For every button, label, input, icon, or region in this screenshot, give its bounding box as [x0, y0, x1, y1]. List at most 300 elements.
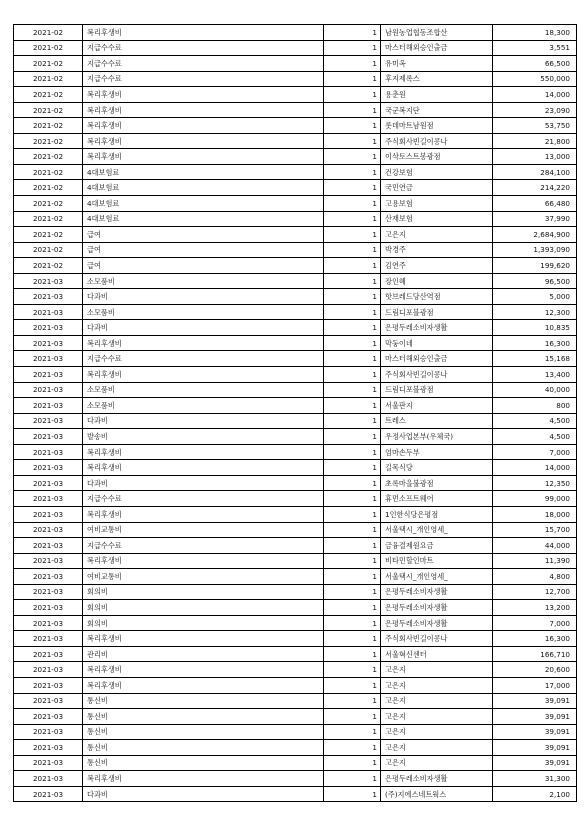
category-cell: 지급수수료 [83, 56, 324, 72]
category-cell: 복리후생비 [83, 771, 324, 787]
amount-cell: 13,400 [493, 367, 577, 383]
vendor-cell: 서울혁신센터 [381, 646, 493, 662]
quantity-cell: 1 [324, 631, 381, 647]
table-row [14, 600, 577, 616]
table-row [14, 25, 577, 41]
category-cell: 발송비 [83, 429, 324, 445]
quantity-cell: 1 [324, 335, 381, 351]
quantity-cell: 1 [324, 740, 381, 756]
amount-cell: 39,091 [493, 693, 577, 709]
category-cell: 복리후생비 [83, 631, 324, 647]
vendor-cell: 고은지 [381, 677, 493, 693]
amount-cell: 44,000 [493, 538, 577, 554]
quantity-cell: 1 [324, 40, 381, 56]
quantity-cell: 1 [324, 242, 381, 258]
category-cell: 복리후생비 [83, 335, 324, 351]
table-row [14, 335, 577, 351]
amount-cell: 13,000 [493, 149, 577, 165]
amount-cell: 166,710 [493, 646, 577, 662]
quantity-cell: 1 [324, 553, 381, 569]
quantity-cell: 1 [324, 258, 381, 274]
amount-cell: 12,350 [493, 475, 577, 491]
vendor-cell: 산재보험 [381, 211, 493, 227]
vendor-cell: 서울택시_개인영세_ [381, 522, 493, 538]
quantity-cell: 1 [324, 444, 381, 460]
date-cell: 2021-03 [14, 538, 83, 554]
amount-cell: 53,750 [493, 118, 577, 134]
table-row [14, 755, 577, 771]
quantity-cell: 1 [324, 460, 381, 476]
date-cell: 2021-02 [14, 71, 83, 87]
table-row [14, 475, 577, 491]
category-cell: 회의비 [83, 615, 324, 631]
date-cell: 2021-03 [14, 724, 83, 740]
table-row [14, 367, 577, 383]
quantity-cell: 1 [324, 196, 381, 212]
table-row [14, 258, 577, 274]
date-cell: 2021-02 [14, 102, 83, 118]
amount-cell: 14,000 [493, 87, 577, 103]
category-cell: 통신비 [83, 693, 324, 709]
date-cell: 2021-02 [14, 211, 83, 227]
vendor-cell: 엄마손두부 [381, 444, 493, 460]
table-row [14, 584, 577, 600]
quantity-cell: 1 [324, 709, 381, 725]
date-cell: 2021-02 [14, 118, 83, 134]
table-row [14, 615, 577, 631]
amount-cell: 40,000 [493, 382, 577, 398]
vendor-cell: 핫브레드당산역점 [381, 289, 493, 305]
table-row [14, 786, 577, 802]
category-cell: 관리비 [83, 646, 324, 662]
table-row [14, 553, 577, 569]
amount-cell: 16,300 [493, 631, 577, 647]
category-cell: 복리후생비 [83, 662, 324, 678]
quantity-cell: 1 [324, 273, 381, 289]
category-cell: 복리후생비 [83, 460, 324, 476]
category-cell: 회의비 [83, 600, 324, 616]
category-cell: 통신비 [83, 709, 324, 725]
amount-cell: 21,800 [493, 133, 577, 149]
category-cell: 여비교통비 [83, 522, 324, 538]
quantity-cell: 1 [324, 382, 381, 398]
vendor-cell: 서울판지 [381, 398, 493, 414]
category-cell: 급여 [83, 227, 324, 243]
date-cell: 2021-03 [14, 755, 83, 771]
vendor-cell: 트레스 [381, 413, 493, 429]
date-cell: 2021-03 [14, 491, 83, 507]
table-row [14, 180, 577, 196]
quantity-cell: 1 [324, 538, 381, 554]
vendor-cell: 길목식당 [381, 460, 493, 476]
quantity-cell: 1 [324, 71, 381, 87]
vendor-cell: 휴먼소프트웨어 [381, 491, 493, 507]
vendor-cell: 드림디포블광점 [381, 382, 493, 398]
vendor-cell: 건강보험 [381, 164, 493, 180]
quantity-cell: 1 [324, 133, 381, 149]
quantity-cell: 1 [324, 413, 381, 429]
amount-cell: 5,000 [493, 289, 577, 305]
date-cell: 2021-03 [14, 786, 83, 802]
quantity-cell: 1 [324, 211, 381, 227]
table-row [14, 102, 577, 118]
date-cell: 2021-02 [14, 258, 83, 274]
category-cell: 다과비 [83, 475, 324, 491]
vendor-cell: 남원농업협동조합산 [381, 25, 493, 41]
table-row [14, 382, 577, 398]
amount-cell: 550,000 [493, 71, 577, 87]
category-cell: 복리후생비 [83, 118, 324, 134]
category-cell: 복리후생비 [83, 444, 324, 460]
category-cell: 소모품비 [83, 382, 324, 398]
quantity-cell: 1 [324, 56, 381, 72]
table-row [14, 693, 577, 709]
category-cell: 복리후생비 [83, 25, 324, 41]
table-row [14, 662, 577, 678]
quantity-cell: 1 [324, 786, 381, 802]
table-row [14, 429, 577, 445]
category-cell: 다과비 [83, 289, 324, 305]
amount-cell: 4,500 [493, 429, 577, 445]
vendor-cell: 고은지 [381, 227, 493, 243]
category-cell: 급여 [83, 258, 324, 274]
vendor-cell: 박경주 [381, 242, 493, 258]
date-cell: 2021-02 [14, 196, 83, 212]
quantity-cell: 1 [324, 180, 381, 196]
table-row [14, 227, 577, 243]
amount-cell: 20,600 [493, 662, 577, 678]
table-row [14, 569, 577, 585]
date-cell: 2021-02 [14, 40, 83, 56]
expense-ledger-sheet [13, 24, 576, 802]
quantity-cell: 1 [324, 646, 381, 662]
quantity-cell: 1 [324, 724, 381, 740]
vendor-cell: 국민연금 [381, 180, 493, 196]
category-cell: 4대보험료 [83, 196, 324, 212]
vendor-cell: 고은지 [381, 755, 493, 771]
category-cell: 복리후생비 [83, 133, 324, 149]
amount-cell: 18,300 [493, 25, 577, 41]
date-cell: 2021-03 [14, 460, 83, 476]
quantity-cell: 1 [324, 615, 381, 631]
date-cell: 2021-03 [14, 584, 83, 600]
date-cell: 2021-03 [14, 382, 83, 398]
table-row [14, 491, 577, 507]
quantity-cell: 1 [324, 771, 381, 787]
table-row [14, 133, 577, 149]
quantity-cell: 1 [324, 367, 381, 383]
quantity-cell: 1 [324, 584, 381, 600]
amount-cell: 2,684,900 [493, 227, 577, 243]
amount-cell: 284,100 [493, 164, 577, 180]
amount-cell: 10,835 [493, 320, 577, 336]
vendor-cell: 비타민할인마트 [381, 553, 493, 569]
category-cell: 여비교통비 [83, 569, 324, 585]
table-row [14, 196, 577, 212]
date-cell: 2021-02 [14, 25, 83, 41]
table-row [14, 771, 577, 787]
table-row [14, 149, 577, 165]
expense-table [13, 24, 577, 802]
date-cell: 2021-03 [14, 335, 83, 351]
quantity-cell: 1 [324, 25, 381, 41]
category-cell: 통신비 [83, 740, 324, 756]
vendor-cell: 용춘원 [381, 87, 493, 103]
category-cell: 복리후생비 [83, 367, 324, 383]
date-cell: 2021-02 [14, 164, 83, 180]
category-cell: 4대보험료 [83, 211, 324, 227]
table-row [14, 709, 577, 725]
quantity-cell: 1 [324, 149, 381, 165]
quantity-cell: 1 [324, 475, 381, 491]
table-row [14, 522, 577, 538]
vendor-cell: (주)지에스네트웍스 [381, 786, 493, 802]
table-row [14, 538, 577, 554]
date-cell: 2021-03 [14, 398, 83, 414]
amount-cell: 12,300 [493, 304, 577, 320]
date-cell: 2021-02 [14, 149, 83, 165]
table-row [14, 444, 577, 460]
date-cell: 2021-03 [14, 444, 83, 460]
quantity-cell: 1 [324, 164, 381, 180]
table-row [14, 724, 577, 740]
date-cell: 2021-03 [14, 709, 83, 725]
amount-cell: 96,500 [493, 273, 577, 289]
category-cell: 소모품비 [83, 304, 324, 320]
quantity-cell: 1 [324, 320, 381, 336]
amount-cell: 11,390 [493, 553, 577, 569]
date-cell: 2021-02 [14, 180, 83, 196]
vendor-cell: 김연주 [381, 258, 493, 274]
table-row [14, 242, 577, 258]
amount-cell: 17,000 [493, 677, 577, 693]
table-row [14, 646, 577, 662]
amount-cell: 99,000 [493, 491, 577, 507]
category-cell: 지급수수료 [83, 71, 324, 87]
amount-cell: 66,480 [493, 196, 577, 212]
amount-cell: 3,551 [493, 40, 577, 56]
date-cell: 2021-03 [14, 475, 83, 491]
date-cell: 2021-03 [14, 771, 83, 787]
category-cell: 급여 [83, 242, 324, 258]
quantity-cell: 1 [324, 755, 381, 771]
table-row [14, 320, 577, 336]
quantity-cell: 1 [324, 102, 381, 118]
table-row [14, 304, 577, 320]
vendor-cell: 고은지 [381, 693, 493, 709]
category-cell: 4대보험료 [83, 180, 324, 196]
table-row [14, 164, 577, 180]
date-cell: 2021-03 [14, 320, 83, 336]
vendor-cell: 고은지 [381, 740, 493, 756]
vendor-cell: 금융결제원요금 [381, 538, 493, 554]
vendor-cell: 롯데마트남원점 [381, 118, 493, 134]
category-cell: 지급수수료 [83, 538, 324, 554]
date-cell: 2021-02 [14, 133, 83, 149]
category-cell: 통신비 [83, 755, 324, 771]
quantity-cell: 1 [324, 429, 381, 445]
vendor-cell: 유미옥 [381, 56, 493, 72]
quantity-cell: 1 [324, 491, 381, 507]
date-cell: 2021-03 [14, 569, 83, 585]
quantity-cell: 1 [324, 693, 381, 709]
category-cell: 4대보험료 [83, 164, 324, 180]
amount-cell: 18,000 [493, 506, 577, 522]
amount-cell: 39,091 [493, 709, 577, 725]
vendor-cell: 드림디포블광점 [381, 304, 493, 320]
amount-cell: 214,220 [493, 180, 577, 196]
date-cell: 2021-03 [14, 677, 83, 693]
category-cell: 복리후생비 [83, 677, 324, 693]
category-cell: 복리후생비 [83, 553, 324, 569]
quantity-cell: 1 [324, 304, 381, 320]
date-cell: 2021-02 [14, 56, 83, 72]
category-cell: 지급수수료 [83, 40, 324, 56]
amount-cell: 4,800 [493, 569, 577, 585]
date-cell: 2021-03 [14, 367, 83, 383]
table-row [14, 351, 577, 367]
vendor-cell: 은평두레소비자생활 [381, 584, 493, 600]
date-cell: 2021-03 [14, 740, 83, 756]
vendor-cell: 장인혜 [381, 273, 493, 289]
date-cell: 2021-02 [14, 242, 83, 258]
category-cell: 통신비 [83, 724, 324, 740]
vendor-cell: 은평두레소비자생활 [381, 320, 493, 336]
vendor-cell: 고은지 [381, 724, 493, 740]
category-cell: 다과비 [83, 786, 324, 802]
table-row [14, 289, 577, 305]
table-row [14, 40, 577, 56]
date-cell: 2021-03 [14, 413, 83, 429]
table-row [14, 71, 577, 87]
amount-cell: 199,620 [493, 258, 577, 274]
vendor-cell: 서울택시_개인영세_ [381, 569, 493, 585]
quantity-cell: 1 [324, 677, 381, 693]
date-cell: 2021-03 [14, 600, 83, 616]
vendor-cell: 주식회사빈길이콩나 [381, 631, 493, 647]
table-row [14, 740, 577, 756]
amount-cell: 7,000 [493, 615, 577, 631]
table-row [14, 460, 577, 476]
vendor-cell: 고은지 [381, 662, 493, 678]
quantity-cell: 1 [324, 289, 381, 305]
amount-cell: 14,000 [493, 460, 577, 476]
date-cell: 2021-03 [14, 615, 83, 631]
date-cell: 2021-03 [14, 646, 83, 662]
vendor-cell: 막둥이네 [381, 335, 493, 351]
table-row [14, 273, 577, 289]
date-cell: 2021-03 [14, 631, 83, 647]
table-row [14, 413, 577, 429]
table-row [14, 631, 577, 647]
expense-table-body [14, 25, 577, 802]
vendor-cell: 고은지 [381, 709, 493, 725]
date-cell: 2021-03 [14, 429, 83, 445]
date-cell: 2021-03 [14, 693, 83, 709]
vendor-cell: 이삭토스트봉광점 [381, 149, 493, 165]
date-cell: 2021-03 [14, 662, 83, 678]
category-cell: 소모품비 [83, 273, 324, 289]
amount-cell: 39,091 [493, 740, 577, 756]
category-cell: 복리후생비 [83, 506, 324, 522]
category-cell: 회의비 [83, 584, 324, 600]
quantity-cell: 1 [324, 398, 381, 414]
category-cell: 복리후생비 [83, 87, 324, 103]
date-cell: 2021-03 [14, 304, 83, 320]
amount-cell: 66,500 [493, 56, 577, 72]
amount-cell: 15,700 [493, 522, 577, 538]
vendor-cell: 초록마을불광점 [381, 475, 493, 491]
table-row [14, 118, 577, 134]
vendor-cell: 우정사업본부(우체국) [381, 429, 493, 445]
date-cell: 2021-03 [14, 289, 83, 305]
vendor-cell: 마스터해외승인출금 [381, 351, 493, 367]
date-cell: 2021-03 [14, 506, 83, 522]
amount-cell: 1,393,090 [493, 242, 577, 258]
amount-cell: 12,700 [493, 584, 577, 600]
amount-cell: 23,090 [493, 102, 577, 118]
date-cell: 2021-02 [14, 87, 83, 103]
category-cell: 복리후생비 [83, 149, 324, 165]
vendor-cell: 주식회사빈길이콩나 [381, 367, 493, 383]
category-cell: 소모품비 [83, 398, 324, 414]
amount-cell: 2,100 [493, 786, 577, 802]
vendor-cell: 주식회사빈길이콩나 [381, 133, 493, 149]
amount-cell: 39,091 [493, 755, 577, 771]
table-row [14, 211, 577, 227]
vendor-cell: 은평두레소비자생활 [381, 615, 493, 631]
amount-cell: 4,500 [493, 413, 577, 429]
amount-cell: 31,300 [493, 771, 577, 787]
category-cell: 지급수수료 [83, 491, 324, 507]
amount-cell: 37,990 [493, 211, 577, 227]
quantity-cell: 1 [324, 600, 381, 616]
quantity-cell: 1 [324, 506, 381, 522]
amount-cell: 15,168 [493, 351, 577, 367]
date-cell: 2021-02 [14, 227, 83, 243]
vendor-cell: 후지제록스 [381, 71, 493, 87]
table-row [14, 677, 577, 693]
vendor-cell: 은평두레소비자생활 [381, 771, 493, 787]
vendor-cell: 마스터해외승인출금 [381, 40, 493, 56]
quantity-cell: 1 [324, 569, 381, 585]
amount-cell: 13,200 [493, 600, 577, 616]
quantity-cell: 1 [324, 662, 381, 678]
table-row [14, 398, 577, 414]
quantity-cell: 1 [324, 87, 381, 103]
category-cell: 복리후생비 [83, 102, 324, 118]
category-cell: 다과비 [83, 413, 324, 429]
amount-cell: 39,091 [493, 724, 577, 740]
date-cell: 2021-03 [14, 351, 83, 367]
amount-cell: 7,000 [493, 444, 577, 460]
category-cell: 다과비 [83, 320, 324, 336]
quantity-cell: 1 [324, 118, 381, 134]
table-row [14, 87, 577, 103]
quantity-cell: 1 [324, 522, 381, 538]
table-row [14, 506, 577, 522]
amount-cell: 16,300 [493, 335, 577, 351]
category-cell: 지급수수료 [83, 351, 324, 367]
quantity-cell: 1 [324, 351, 381, 367]
vendor-cell: 은평두레소비자생활 [381, 600, 493, 616]
date-cell: 2021-03 [14, 553, 83, 569]
date-cell: 2021-03 [14, 522, 83, 538]
vendor-cell: 고용보험 [381, 196, 493, 212]
date-cell: 2021-03 [14, 273, 83, 289]
amount-cell: 800 [493, 398, 577, 414]
table-row [14, 56, 577, 72]
